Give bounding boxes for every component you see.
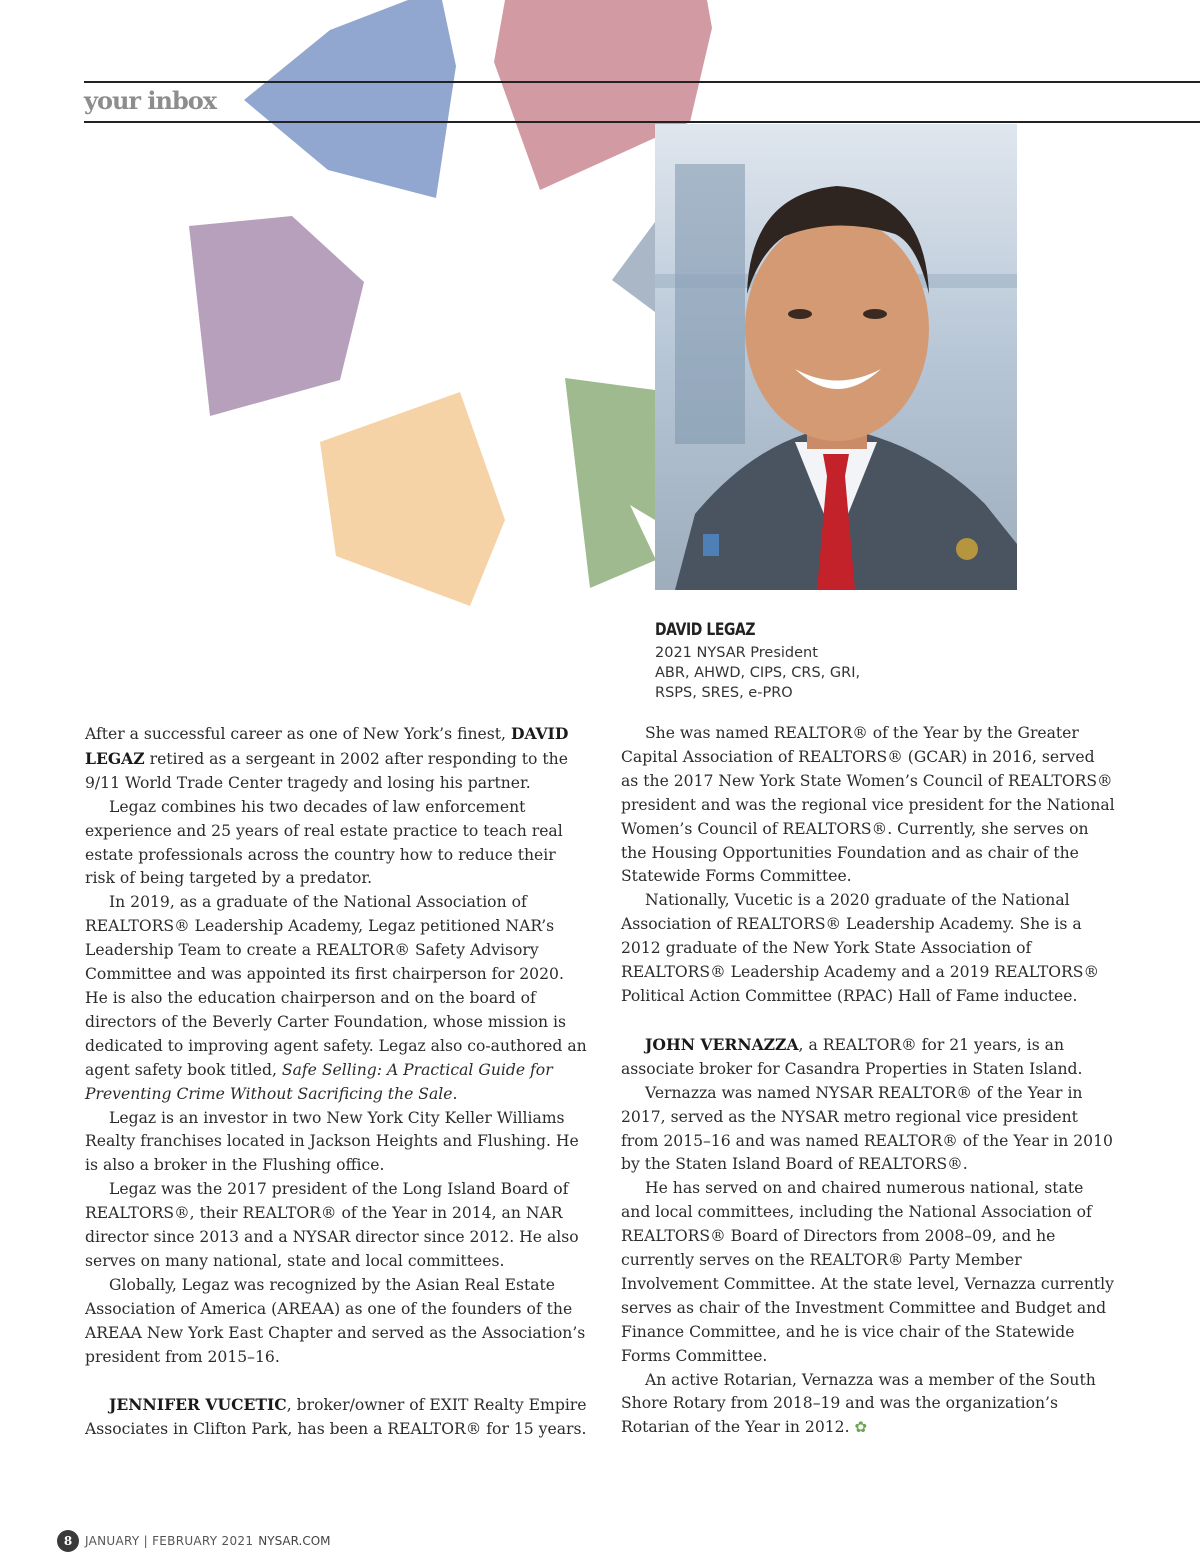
paragraph: After a successful career as one of New York’s finest, DAVID LEGAZ retired as a sergeant in 2002 after responding to the 9/11 World Trade Center tragedy and losing his partner. xyxy=(85,724,569,792)
bridge-tower xyxy=(675,164,745,444)
orange-petal-shape xyxy=(320,392,505,606)
page-footer xyxy=(57,1530,331,1552)
paragraph: He has served on and chaired numerous national, state and local committees, including the National Association of REALTORS® Board of Directors from 2008–09, and he currently serves on the REALTOR® Party Member Involvement Committee. At the state level, Vernazza currently serves as chair of the Investment Committee and Budget and Finance Committee, and he is vice chair of the Statewide Forms Committee. xyxy=(621,1179,1114,1365)
book-title: Safe Selling: A Practical Guide for Preventing Crime Without Sacrificing the Sale xyxy=(85,1060,553,1103)
paragraph: In 2019, as a graduate of the National Association of REALTORS® Leadership Academy, Legaz petitioned NAR’s Leadership Team to create a REALTOR® Safety Advisory Committee and was appointed its first chairperson for 2020. He is also the education chairperson and on the board of directors of the Beverly Carter Foundation, whose mission is dedicated to improving agent safety. Legaz also co-authored an agent safety book titled, Safe Selling: A Practical Guide for Preventing Crime Without Sacrificing the Sale. xyxy=(85,893,587,1103)
header-rule-top xyxy=(84,81,1200,83)
header-rule-bottom xyxy=(84,121,1200,123)
caption-designations-1: ABR, AHWD, CIPS, CRS, GRI, xyxy=(655,665,861,681)
caption-title: 2021 NYSAR President xyxy=(655,645,818,661)
lapel-pin-right xyxy=(956,538,978,560)
paragraph: Legaz was the 2017 president of the Long Island Board of REALTORS®, their REALTOR® of the Year in 2014, an NAR director since 2013 and a NYSAR director since 2012. He also serves on many national, state and local committees. xyxy=(85,1180,579,1270)
page-number: 8 xyxy=(57,1530,79,1552)
person-name: JENNIFER VUCETIC xyxy=(109,1395,287,1415)
site-link[interactable]: NYSAR.COM xyxy=(258,1534,331,1548)
photo-caption xyxy=(655,620,860,703)
purple-petal-shape xyxy=(189,216,364,416)
paragraph: Vernazza was named NYSAR REALTOR® of the Year in 2017, served as the NYSAR metro regional vice president from 2015–16 and was named REALTOR® of the Year in 2010 by the Staten Island Board of REALTORS®. xyxy=(621,1083,1113,1174)
person-name: JOHN VERNAZZA xyxy=(645,1034,799,1054)
green-petal-shape xyxy=(565,378,656,588)
caption-name: DAVID LEGAZ xyxy=(655,620,756,640)
article-right-column xyxy=(621,722,1116,1440)
face xyxy=(745,217,929,441)
portrait-photo xyxy=(655,124,1017,590)
paragraph: Nationally, Vucetic is a 2020 graduate of the National Association of REALTORS® Leadership Academy. She is a 2012 graduate of the New York State Association of REALTORS® Leadership Academy and a 2019 REALTORS® Political Action Committee (RPAC) Hall of Fame inductee. xyxy=(621,891,1100,1005)
slate-petal-shape xyxy=(612,222,655,312)
paragraph: JENNIFER VUCETIC, broker/owner of EXIT Realty Empire Associates in Clifton Park, has been a REALTOR® for 15 years. xyxy=(85,1395,587,1439)
paragraph: She was named REALTOR® of the Year by the Greater Capital Association of REALTORS® (GCAR) in 2016, served as the 2017 New York State Women’s Council of REALTORS® president and was the regional vice president for the National Women’s Council of REALTORS®. Currently, she serves on the Housing Opportunities Foundation and as chair of the Statewide Forms Committee. xyxy=(621,724,1115,886)
paragraph: JOHN VERNAZZA, a REALTOR® for 21 years, is an associate broker for Casandra Properties in Staten Island. xyxy=(621,1034,1083,1078)
paragraph: Legaz is an investor in two New York City Keller Williams Realty franchises located in Jackson Heights and Flushing. He is also a broker in the Flushing office. xyxy=(85,1108,579,1175)
article-left-column xyxy=(85,722,590,1442)
paragraph: Legaz combines his two decades of law enforcement experience and 25 years of real estate practice to teach real estate professionals across the country how to reduce their risk of being targeted by a predator. xyxy=(85,797,563,888)
lapel-pin-left xyxy=(703,534,719,556)
paragraph: An active Rotarian, Vernazza was a member of the South Shore Rotary from 2018–19 and was the organization’s Rotarian of the Year in 2012. ✿ xyxy=(621,1370,1096,1437)
issue-date: JANUARY | FEBRUARY 2021 xyxy=(85,1534,254,1548)
caption-designations-2: RSPS, SRES, e-PRO xyxy=(655,685,793,701)
end-mark-icon: ✿ xyxy=(854,1418,868,1437)
blue-petal-shape xyxy=(244,0,456,198)
paragraph: Globally, Legaz was recognized by the Asian Real Estate Association of America (AREAA) as one of the founders of the AREAA New York East Chapter and served as the Association’s president from 2015–16. xyxy=(85,1275,586,1366)
section-label: your inbox xyxy=(84,86,217,115)
person-name: DAVID LEGAZ xyxy=(85,724,569,768)
